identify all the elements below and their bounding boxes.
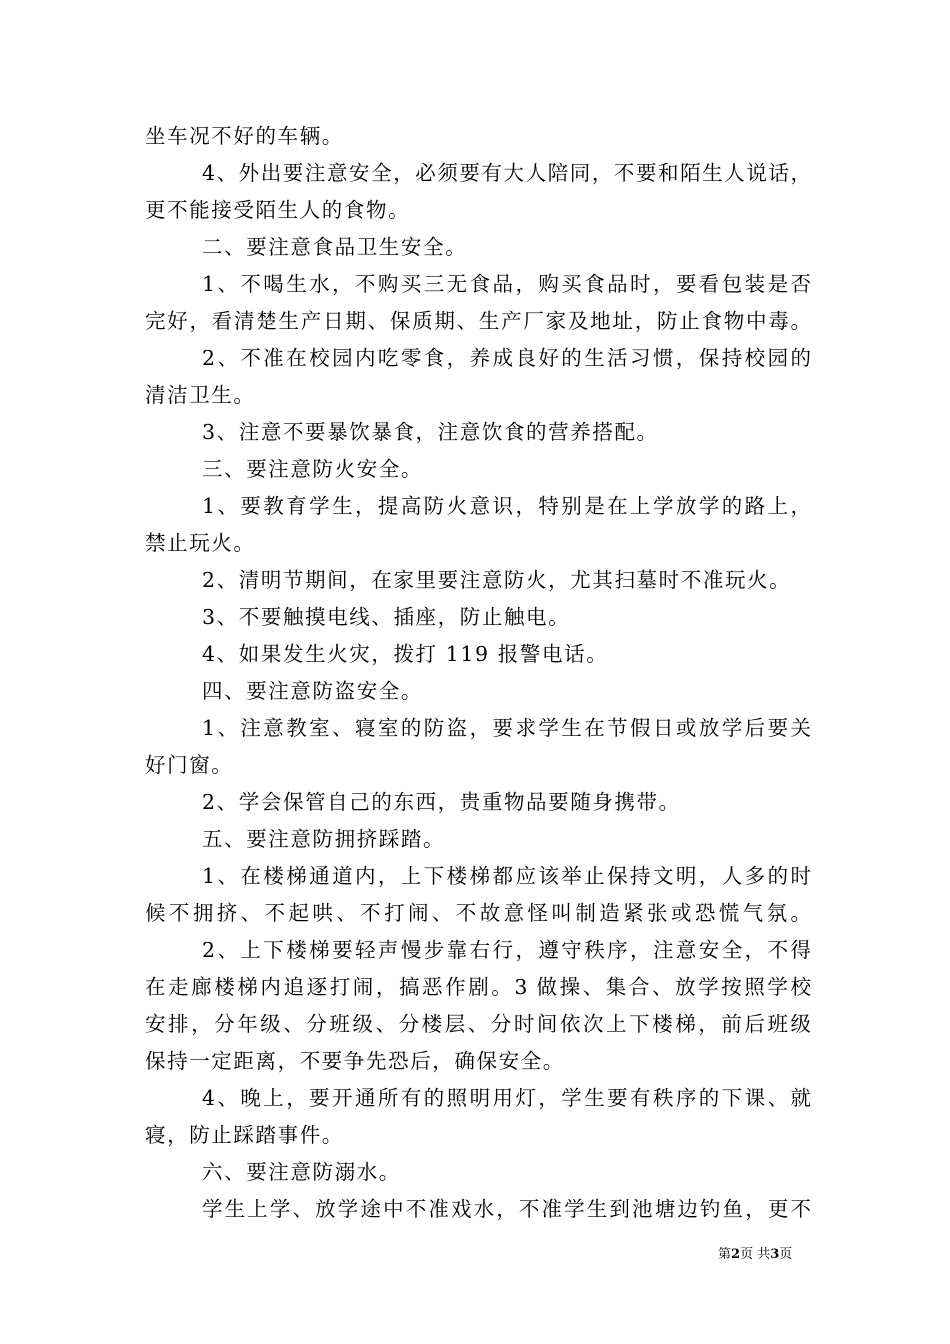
text-line: 2、上下楼梯要轻声慢步靠右行，遵守秩序，注意安全，不得 (202, 938, 811, 962)
text-line: 在走廊楼梯内追逐打闹，搞恶作剧。3 做操、集合、放学按照学校 (145, 975, 811, 999)
footer-middle: 页 共 (740, 1247, 771, 1262)
text-line: 候不拥挤、不起哄、不打闹、不故意怪叫制造紧张或恐慌气氛。 (145, 901, 811, 925)
text-line: 2、学会保管自己的东西，贵重物品要随身携带。 (202, 790, 681, 814)
text-line: 4、外出要注意安全，必须要有大人陪同，不要和陌生人说话， (202, 161, 811, 185)
text-line: 完好，看清楚生产日期、保质期、生产厂家及地址，防止食物中毒。 (145, 309, 811, 333)
current-page-number: 2 (731, 1247, 741, 1262)
footer-suffix: 页 (779, 1247, 793, 1262)
text-line: 1、在楼梯通道内，上下楼梯都应该举止保持文明，人多的时 (202, 864, 811, 888)
text-line: 3、不要触摸电线、插座，防止触电。 (202, 605, 571, 629)
total-pages-number: 3 (770, 1247, 780, 1262)
text-line: 学生上学、放学途中不准戏水，不准学生到池塘边钓鱼，更不 (202, 1197, 811, 1221)
text-line: 更不能接受陌生人的食物。 (145, 198, 411, 222)
text-line: 好门窗。 (145, 753, 234, 777)
footer-prefix: 第 (718, 1247, 732, 1262)
text-line: 三、要注意防火安全。 (202, 457, 423, 481)
page-footer (718, 1246, 792, 1264)
text-line: 安排，分年级、分班级、分楼层、分时间依次上下楼梯，前后班级 (145, 1012, 811, 1036)
text-line: 寝，防止踩踏事件。 (145, 1123, 344, 1147)
text-line: 五、要注意防拥挤踩踏。 (202, 827, 446, 851)
text-line: 4、晚上，要开通所有的照明用灯，学生要有秩序的下课、就 (202, 1086, 811, 1110)
text-line: 4、如果发生火灾，拨打 119 报警电话。 (202, 642, 609, 666)
text-line: 坐车况不好的车辆。 (145, 124, 344, 148)
text-line: 1、要教育学生，提高防火意识，特别是在上学放学的路上， (202, 494, 811, 518)
text-line: 四、要注意防盗安全。 (202, 679, 423, 703)
text-line: 禁止玩火。 (145, 531, 256, 555)
text-line: 二、要注意食品卫生安全。 (202, 235, 468, 259)
text-line: 1、不喝生水，不购买三无食品，购买食品时，要看包装是否 (202, 272, 811, 296)
text-line: 3、注意不要暴饮暴食，注意饮食的营养搭配。 (202, 420, 659, 444)
text-line: 六、要注意防溺水。 (202, 1160, 401, 1184)
text-line: 2、清明节期间，在家里要注意防火，尤其扫墓时不准玩火。 (202, 568, 792, 592)
text-line: 1、注意教室、寝室的防盗，要求学生在节假日或放学后要关 (202, 716, 811, 740)
text-line: 清洁卫生。 (145, 383, 256, 407)
text-line: 2、不准在校园内吃零食，养成良好的生活习惯，保持校园的 (202, 346, 811, 370)
text-line: 保持一定距离，不要争先恐后，确保安全。 (145, 1049, 565, 1073)
document-body (145, 118, 811, 1228)
